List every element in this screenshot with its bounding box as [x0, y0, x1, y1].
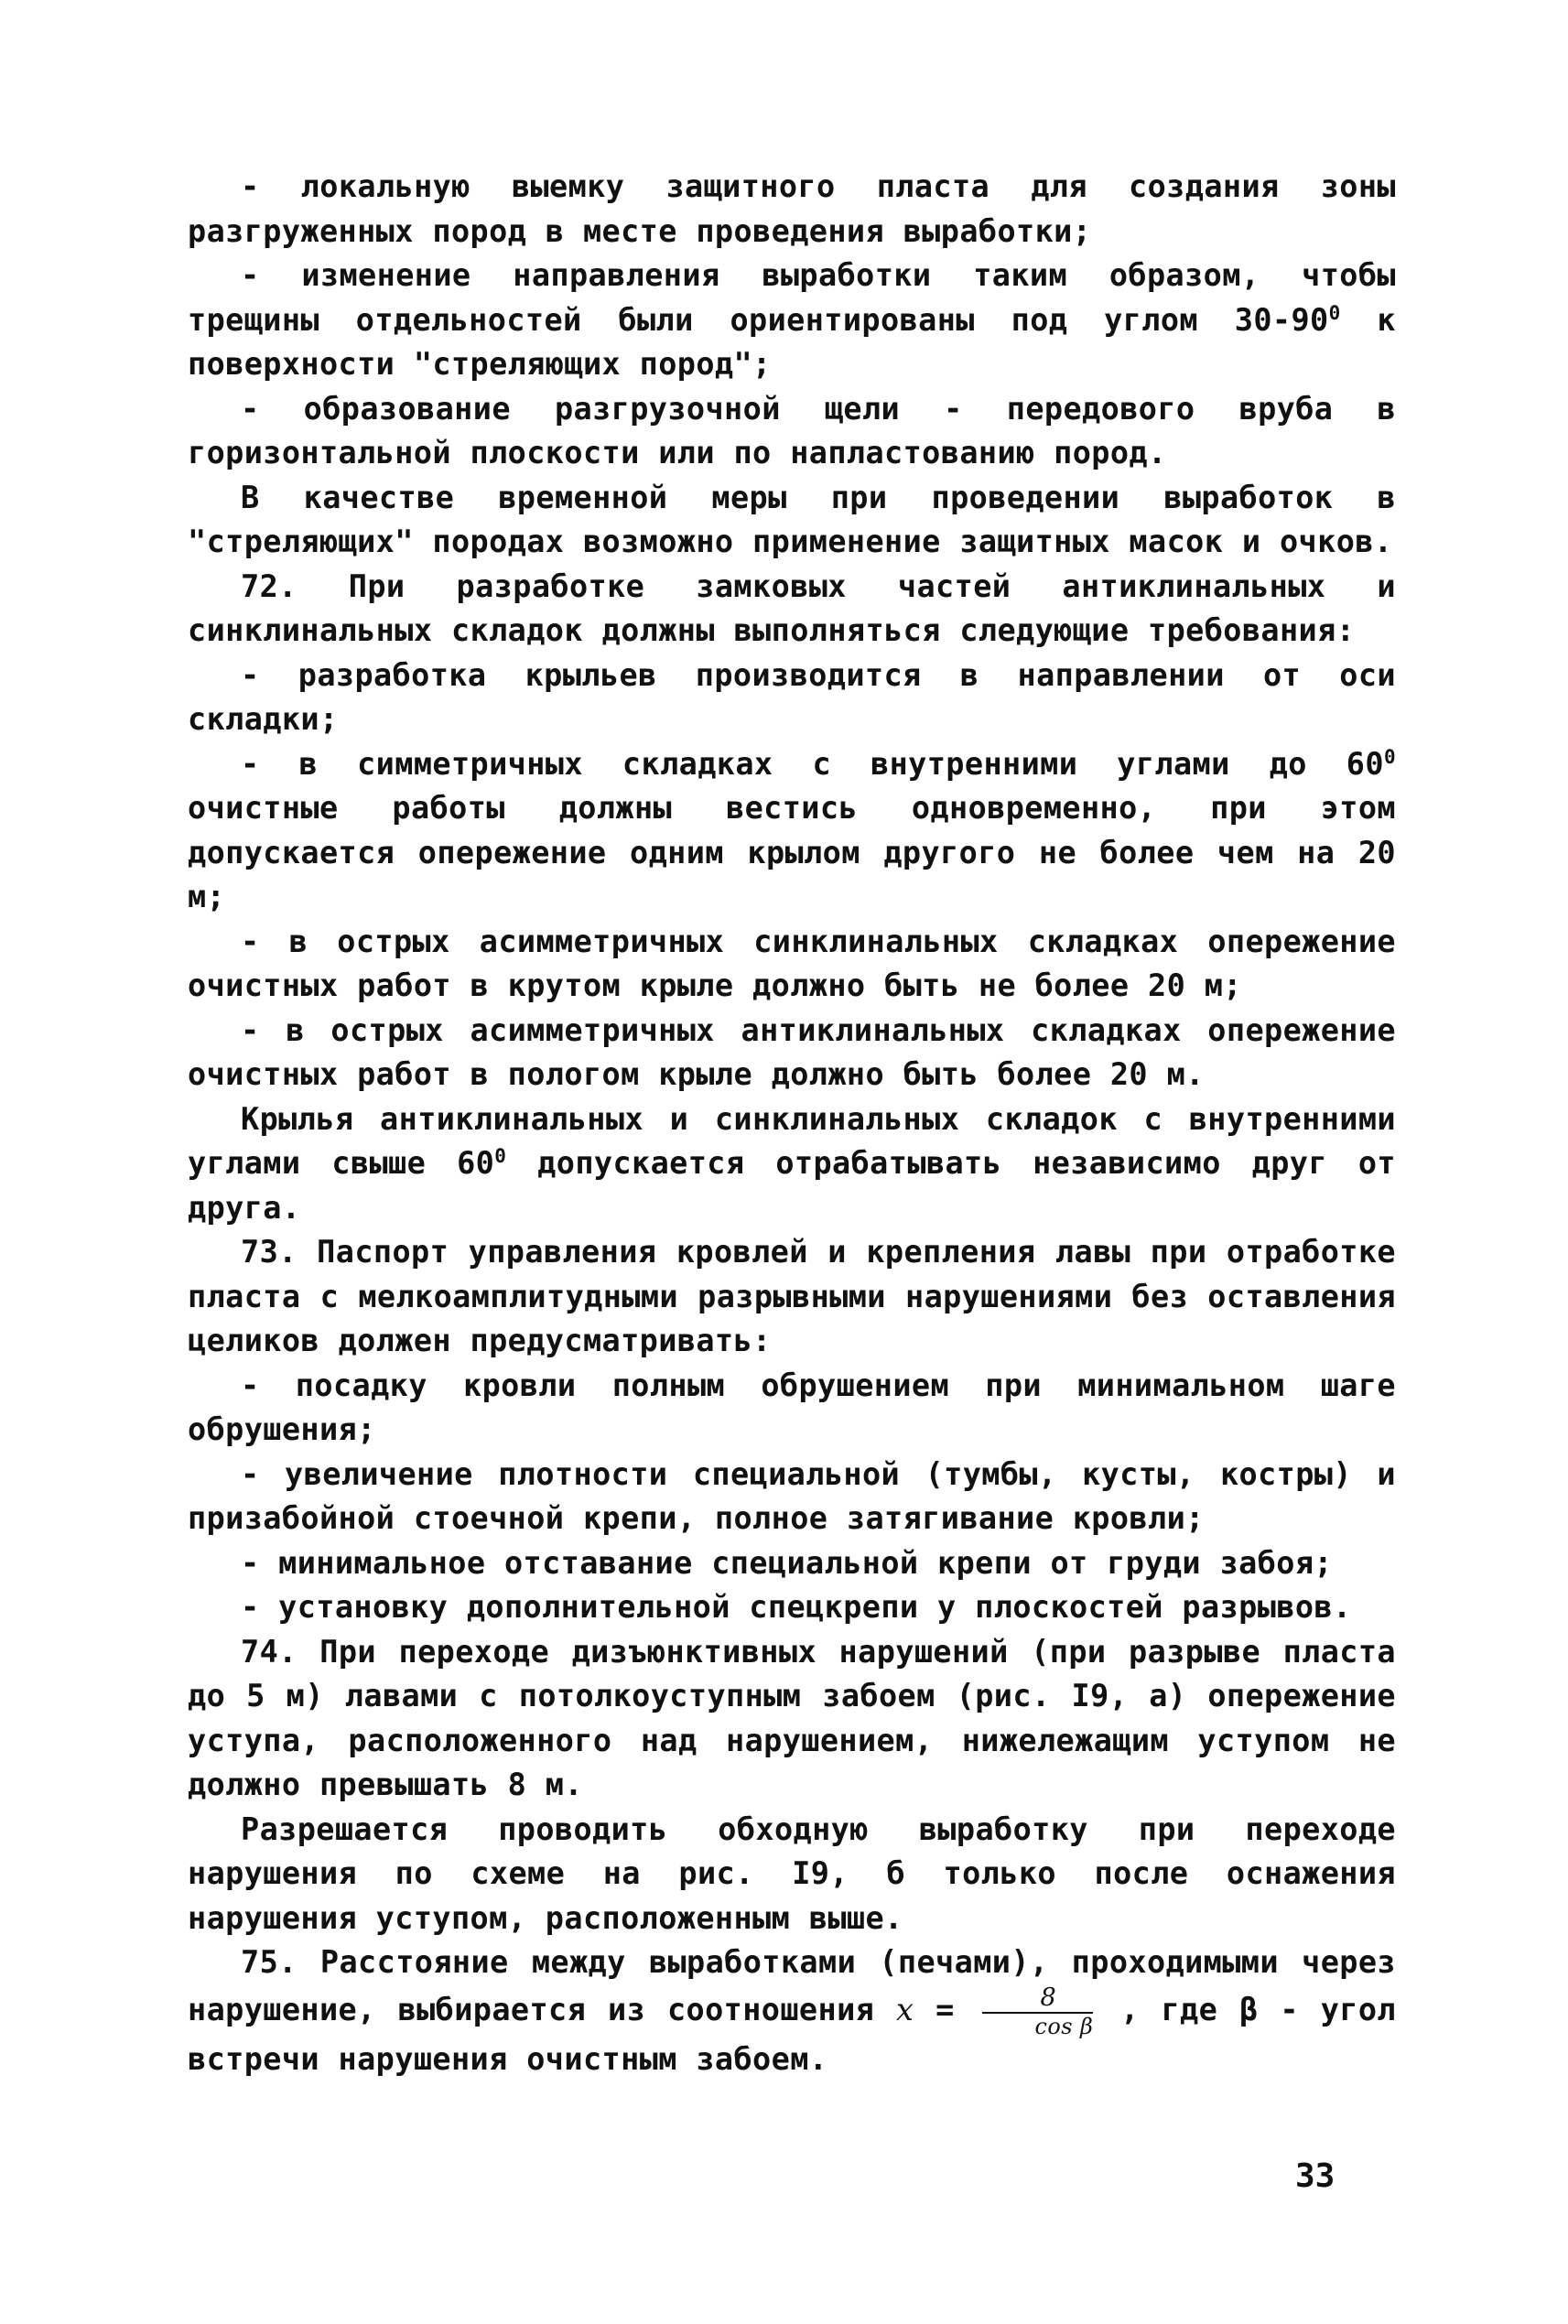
paragraph-9	[188, 1009, 1396, 1097]
paragraph-text: - минимальное отставание специальной крепи от груди забоя;	[241, 1544, 1333, 1581]
formula-denominator: cos β	[1034, 2013, 1094, 2039]
paragraph-text: - установку дополнительной спецкрепи у плоскостей разрывов.	[241, 1589, 1352, 1625]
paragraph-14	[188, 1541, 1396, 1586]
paragraph-15	[188, 1585, 1396, 1630]
paragraph-1	[188, 165, 1396, 254]
paragraph-8	[188, 920, 1396, 1009]
paragraph-text: , где β - угол встречи нарушения очистным забоем.	[188, 1991, 1397, 2077]
paragraph-6	[188, 654, 1396, 742]
paragraph-10	[188, 1097, 1396, 1231]
paragraph-4	[188, 476, 1396, 565]
paragraph-text: допускается отрабатывать независимо друг от друга.	[188, 1145, 1396, 1226]
paragraph-text: Разрешается проводить обходную выработку при переходе нарушения по схеме на рис. I9, б только после оснажения нарушения уступом, расположенным выше.	[188, 1811, 1396, 1936]
formula-fraction	[982, 1985, 1094, 2038]
paragraph-text: - образование разгрузочной щели - передового вруба в горизонтальной плоскости или по напластованию пород.	[188, 390, 1396, 470]
degree-superscript: 0	[494, 1144, 507, 1167]
paragraph-text: 74. При переходе дизъюнктивных нарушений (при разрыве пласта до 5 м) лавами с потолкоуступным забоем (рис. I9, а) опережение уступа, расположенного над нарушением, нижележащим уступом не должно превышать 8 м.	[188, 1633, 1396, 1802]
paragraph-text: - локальную выемку защитного пласта для создания зоны разгруженных пород в месте проведения выработки;	[188, 168, 1396, 249]
paragraph-5	[188, 565, 1396, 654]
paragraph-text: очистные работы должны вестись одновременно, при этом допускается опережение одним крылом другого не более чем на 20 м;	[188, 790, 1396, 914]
paragraph-2	[188, 254, 1396, 387]
paragraph-7	[188, 742, 1396, 920]
paragraph-text: - увеличение плотности специальной (тумбы, кусты, костры) и призабойной стоечной крепи, полное затягивание кровли;	[188, 1455, 1396, 1536]
paragraph-text: 73. Паспорт управления кровлей и крепления лавы при отработке пласта с мелкоамплитудными разрывными нарушениями без оставления целиков должен предусматривать:	[188, 1234, 1396, 1358]
paragraph-11	[188, 1230, 1396, 1364]
degree-superscript: 0	[1328, 301, 1341, 324]
page-number: 33	[1295, 2157, 1336, 2195]
paragraph-16	[188, 1630, 1396, 1808]
paragraph-text: В качестве временной меры при проведении выработок в "стреляющих" породах возможно применение защитных масок и очков.	[188, 479, 1396, 559]
paragraph-text: - в острых асимметричных антиклинальных складках опережение очистных работ в пологом крыле должно быть более 20 м.	[188, 1011, 1396, 1092]
paragraph-text: - изменение направления выработки таким образом, чтобы трещины отдельностей были ориентированы под углом 30-90	[188, 257, 1396, 338]
formula-variable: x	[896, 1991, 914, 2027]
paragraph-text: к поверхности "стреляющих пород";	[188, 301, 1396, 382]
paragraph-17	[188, 1808, 1396, 1941]
paragraph-text: 72. При разработке замковых частей антиклинальных и синклинальных складок должны выполняться следующие требования:	[188, 567, 1396, 648]
paragraph-text: - разработка крыльев производится в направлении от оси складки;	[188, 656, 1396, 737]
paragraph-text: 75. Расстояние между выработками (печами), проходимыми через нарушение, выбирается из соотношения	[188, 1944, 1396, 2027]
degree-superscript: 0	[1383, 745, 1396, 768]
formula-numerator: 8	[982, 1985, 1094, 2014]
paragraph-text: Крылья антиклинальных и синклинальных складок с внутренними углами свыше 60	[188, 1100, 1396, 1181]
paragraph-text: - в острых асимметричных синклинальных складках опережение очистных работ в крутом крыле должно быть не более 20 м;	[188, 923, 1396, 1003]
paragraph-12	[188, 1364, 1396, 1453]
formula-equals: =	[914, 1991, 977, 2027]
paragraph-18	[188, 1940, 1396, 2081]
paragraph-3	[188, 387, 1396, 476]
document-body	[188, 165, 1396, 2081]
paragraph-text: - в симметричных складках с внутренними углами до 60	[241, 745, 1384, 782]
paragraph-text: - посадку кровли полным обрушением при минимальном шаге обрушения;	[188, 1367, 1396, 1447]
paragraph-13	[188, 1453, 1396, 1541]
